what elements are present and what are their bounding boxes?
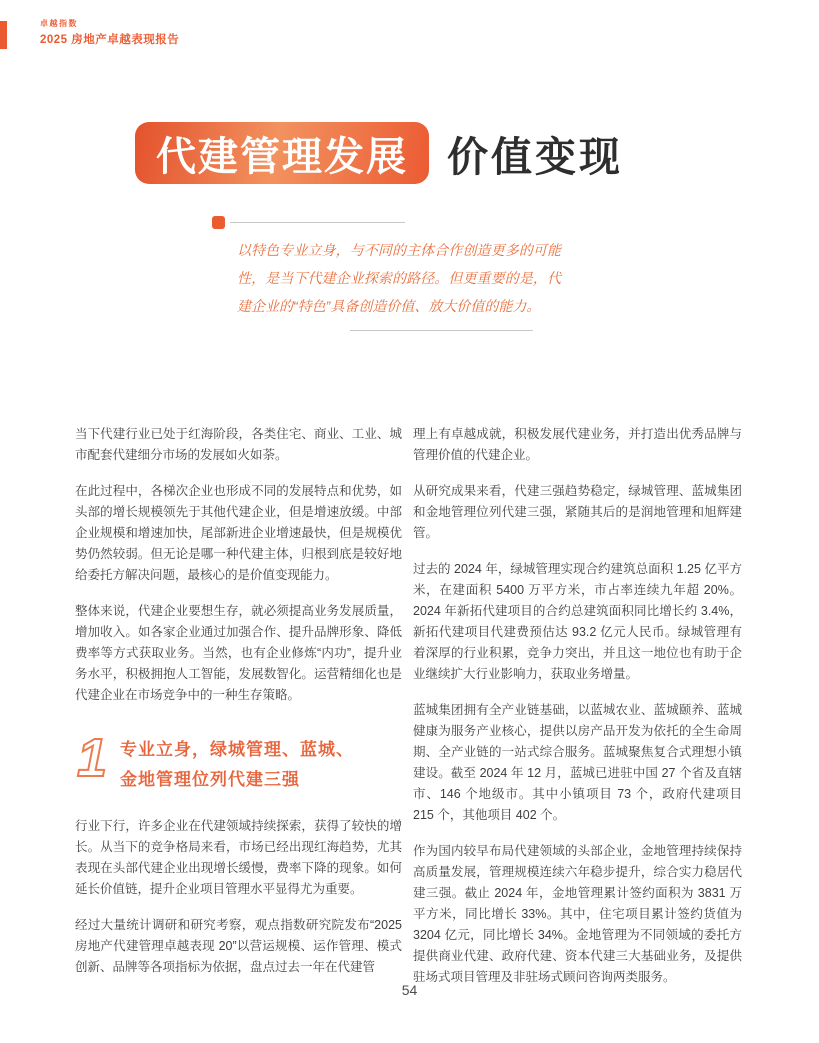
paragraph: 当下代建行业已处于红海阶段，各类住宅、商业、工业、城市配套代建细分市场的发展如火如荼。 xyxy=(75,427,402,462)
section-title-line1: 专业立身，绿城管理、蓝城、 xyxy=(120,740,355,759)
article-right-column xyxy=(413,424,742,1003)
paragraph: 过去的 2024 年，绿城管理实现合约建筑总面积 1.25 亿平方米，在建面积 5400 万平方米，市占率连续九年超 20%。2024 年新拓代建项目的合约总建筑面积同比增长约 3.4%，新拓代建项目代建费预估达 93.2 亿元人民币。绿城管理有着深厚的行业积累，竞争力突出，并且这一地位也有助于企业继续扩大行业影响力，获取业务增量。 xyxy=(413,562,742,681)
page-title xyxy=(135,122,623,184)
paragraph: 理上有卓越成就，积极发展代建业务，并打造出优秀品牌与管理价值的代建企业。 xyxy=(413,427,742,462)
paragraph: 作为国内较早布局代建领域的头部企业，金地管理持续保持高质量发展，管理规模连续六年稳步提升，综合实力稳居代建三强。截止 2024 年，金地管理累计签约面积为 3831 万平方米，同比增长 33%。其中，住宅项目累计签约货值为 3204 亿元，同比增长 34%。金地管理为不同领域的委托方提供商业代建、政府代建、资本代建三大基础业务，及提供驻场式项目管理及非驻场式顾问咨询两类服务。 xyxy=(413,844,742,984)
section-title-line2: 金地管理位列代建三强 xyxy=(120,770,301,789)
article-left-column xyxy=(75,424,402,993)
brand-accent-bar xyxy=(0,21,7,49)
section-heading xyxy=(77,730,402,795)
headline-badge: 代建管理发展 xyxy=(135,122,429,184)
paragraph: 行业下行，许多企业在代建领域持续探索，获得了较快的增长。从当下的竞争格局来看，市场已经出现红海趋势，尤其表现在头部代建企业出现增长缓慢，费率下降的现象。如何延长价值链，提升企业项目管理水平显得尤为重要。 xyxy=(75,819,402,896)
brand-block xyxy=(40,18,179,47)
quote-marker-icon xyxy=(212,216,225,229)
paragraph: 整体来说，代建企业要想生存，就必须提高业务发展质量，增加收入。如各家企业通过加强合作、提升品牌形象、降低费率等方式获取业务。当然，也有企业修炼“内功”，提升业务水平，积极拥抱人工智能，发展数智化。运营精细化也是代建企业在市场竞争中的一种生存策略。 xyxy=(75,604,402,702)
paragraph: 蓝城集团拥有全产业链基础，以蓝城农业、蓝城颐养、蓝城健康为服务产业核心，提供以房产品开发为依托的全生命周期、全产业链的一站式综合服务。蓝城聚焦复合式理想小镇建设。截至 2024 年 12 月，蓝城已进驻中国 27 个省及直辖市、146 个地级市。其中小镇项目 73 个，政府代建项目 215 个，其他项目 402 个。 xyxy=(413,703,742,822)
quote-text: 以特色专业立身，与不同的主体合作创造更多的可能性，是当下代建企业探索的路径。但更重要的是，代建企业的“特色”具备创造价值、放大价值的能力。 xyxy=(237,242,561,314)
paragraph: 从研究成果来看，代建三强趋势稳定，绿城管理、蓝城集团和金地管理位列代建三强，紧随其后的是润地管理和旭辉建管。 xyxy=(413,484,742,540)
brand-report-title: 2025 房地产卓越表现报告 xyxy=(40,34,180,46)
quote-bottom-divider xyxy=(350,330,533,331)
brand-tagline: 卓越指数 xyxy=(40,19,78,28)
page-number: 54 xyxy=(401,982,418,998)
paragraph: 在此过程中，各梯次企业也形成不同的发展特点和优势，如头部的增长规模领先于其他代建企业，但是增速放缓。中部企业规模和增速加快，尾部新进企业增速最快，但是规模优势仍然较弱。但无论是哪一种代建主体，归根到底是较好地给委托方解决问题，最核心的是价值变现能力。 xyxy=(75,484,402,582)
section-number: 1 xyxy=(77,728,108,788)
quote-top-rule xyxy=(212,216,592,229)
quote-top-divider xyxy=(230,222,405,223)
lead-quote xyxy=(212,216,592,331)
section-title xyxy=(120,730,354,795)
headline-suffix: 价值变现 xyxy=(447,133,623,180)
paragraph: 经过大量统计调研和研究考察，观点指数研究院发布“2025房地产代建管理卓越表现 20”以营运规模、运作管理、模式创新、品牌等各项指标为依据，盘点过去一年在代建管 xyxy=(75,918,402,974)
